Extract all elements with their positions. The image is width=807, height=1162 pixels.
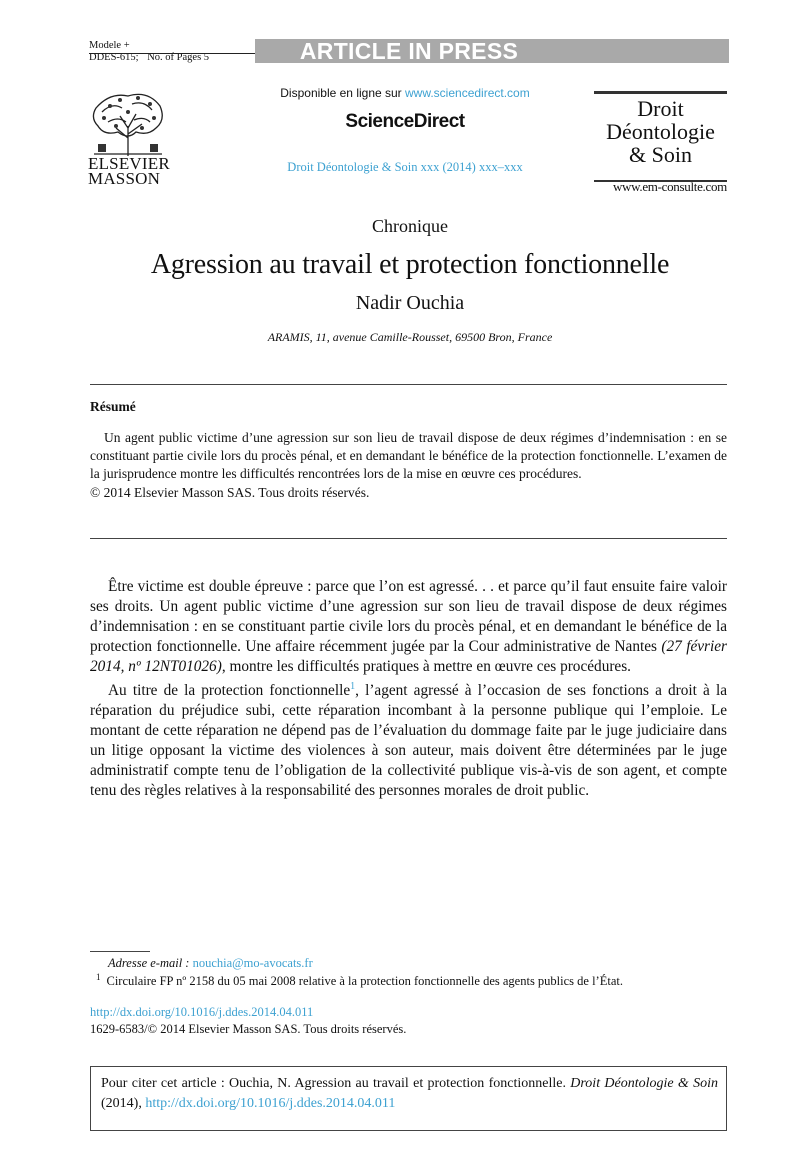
- abstract-bottom-rule: [90, 538, 727, 539]
- journal-title-line: Déontologie: [606, 119, 715, 144]
- footnote-number: 1: [96, 972, 101, 982]
- citation-journal: Droit Déontologie & Soin: [570, 1076, 718, 1091]
- abstract-copyright: © 2014 Elsevier Masson SAS. Tous droits réservés.: [90, 485, 370, 500]
- body-paragraph: [90, 677, 727, 801]
- citation-year: (2014),: [101, 1096, 146, 1111]
- email-label: Adresse e-mail :: [108, 956, 190, 970]
- paragraph-text: Au titre de la protection fonctionnelle: [108, 682, 351, 700]
- author-affiliation: ARAMIS, 11, avenue Camille-Rousset, 69500 Bron, France: [267, 330, 553, 344]
- publisher-logo-text: [88, 156, 168, 186]
- body-paragraph: [90, 577, 727, 677]
- abstract-heading: Résumé: [90, 399, 136, 414]
- paragraph-text: , l’agent agressé à l’occasion de ses fonctions a droit à la réparation du préjudice subi, cette réparation incombant à la personne publique qui l’emploie. Le montant de cette réparation ne dépend pas de l’évaluation du dommage faite par le juge judiciaire dans un litige opposant la victime des violences à son auteur, mais doivent être déterminées par le juge administratif compte tenu de l’obligation de la collectivité publique vis-à-vis de son agent, et compte tenu des règles relatives à la responsabilité des personnes morales de droit public.: [90, 682, 727, 800]
- footnote-1: [96, 972, 623, 989]
- elsevier-tree-logo-icon: [90, 88, 166, 158]
- availability-prefix: Disponible en ligne sur: [280, 86, 402, 100]
- page-count: No. of Pages 5: [147, 52, 210, 63]
- article-in-press-banner: ARTICLE IN PRESS: [299, 38, 519, 64]
- author-email-footnote: [108, 956, 313, 971]
- journal-title-line: & Soin: [629, 142, 692, 167]
- section-label: Chronique: [372, 216, 448, 236]
- doi-link[interactable]: http://dx.doi.org/10.1016/j.ddes.2014.04.011: [90, 1005, 314, 1019]
- article-title: Agression au travail et protection fonctionnelle: [150, 249, 670, 280]
- journal-title-line: Droit: [637, 96, 684, 121]
- sciencedirect-wordmark: ScienceDirect: [345, 111, 465, 132]
- case-citation: (27 février 2014, nº 12NT01026): [90, 638, 727, 675]
- citation-doi-link[interactable]: http://dx.doi.org/10.1016/j.ddes.2014.04.011: [145, 1096, 396, 1111]
- logo-line-elsevier: ELSEVIER: [88, 154, 170, 173]
- issn-copyright-line: 1629-6583/© 2014 Elsevier Masson SAS. Tous droits réservés.: [90, 1022, 407, 1036]
- journal-reference: Droit Déontologie & Soin xxx (2014) xxx–xxx: [287, 160, 523, 174]
- abstract-top-rule: [90, 384, 727, 385]
- citation-text: [101, 1074, 718, 1114]
- footnote-rule: [90, 951, 150, 952]
- journal-title: [594, 97, 727, 166]
- logo-line-masson: MASSON: [88, 169, 161, 188]
- abstract-text: Un agent public victime d’une agression sur son lieu de travail dispose de deux régimes d’indemnisation : en se constituant partie civile lors du procès pénal, et en demandant le bénéfice de la protection fonctionnelle. L’examen de la jurisprudence montre les difficultés rencontrées lors de la mise en œuvre ces procédures.: [90, 430, 727, 481]
- model-label: [89, 40, 209, 64]
- author-name: Nadir Ouchia: [355, 292, 465, 314]
- model-line: Modele +: [89, 40, 130, 51]
- availability-line: [200, 86, 610, 100]
- article-body: [90, 577, 727, 801]
- sciencedirect-link[interactable]: www.sciencedirect.com: [405, 86, 530, 100]
- citation-prefix: Pour citer cet article : Ouchia, N. Agression au travail et protection fonctionnelle.: [101, 1076, 571, 1091]
- paragraph-text: Être victime est double épreuve : parce que l’on est agressé. . . et parce qu’il faut ensuite faire valoir ses droits. Un agent public victime d’une agression sur son lieu de travail dispose de deux régimes d’indemnisation : en se constituant partie civile lors du procès pénal, et en demandant le bénéfice de la protection fonctionnelle. Une affaire récemment jugée par la Cour administrative de Nantes: [90, 578, 727, 655]
- article-id: DDES-615;: [89, 52, 139, 63]
- paragraph-text: , montre les difficultés pratiques à mettre en œuvre ces procédures.: [221, 658, 631, 675]
- footnote-ref-link[interactable]: 1: [350, 681, 356, 692]
- footnote-text: Circulaire FP nº 2158 du 05 mai 2008 relative à la protection fonctionnelle des agents publics de l’État.: [106, 974, 623, 989]
- journal-website: www.em-consulte.com: [612, 179, 727, 194]
- email-link[interactable]: nouchia@mo-avocats.fr: [192, 956, 313, 970]
